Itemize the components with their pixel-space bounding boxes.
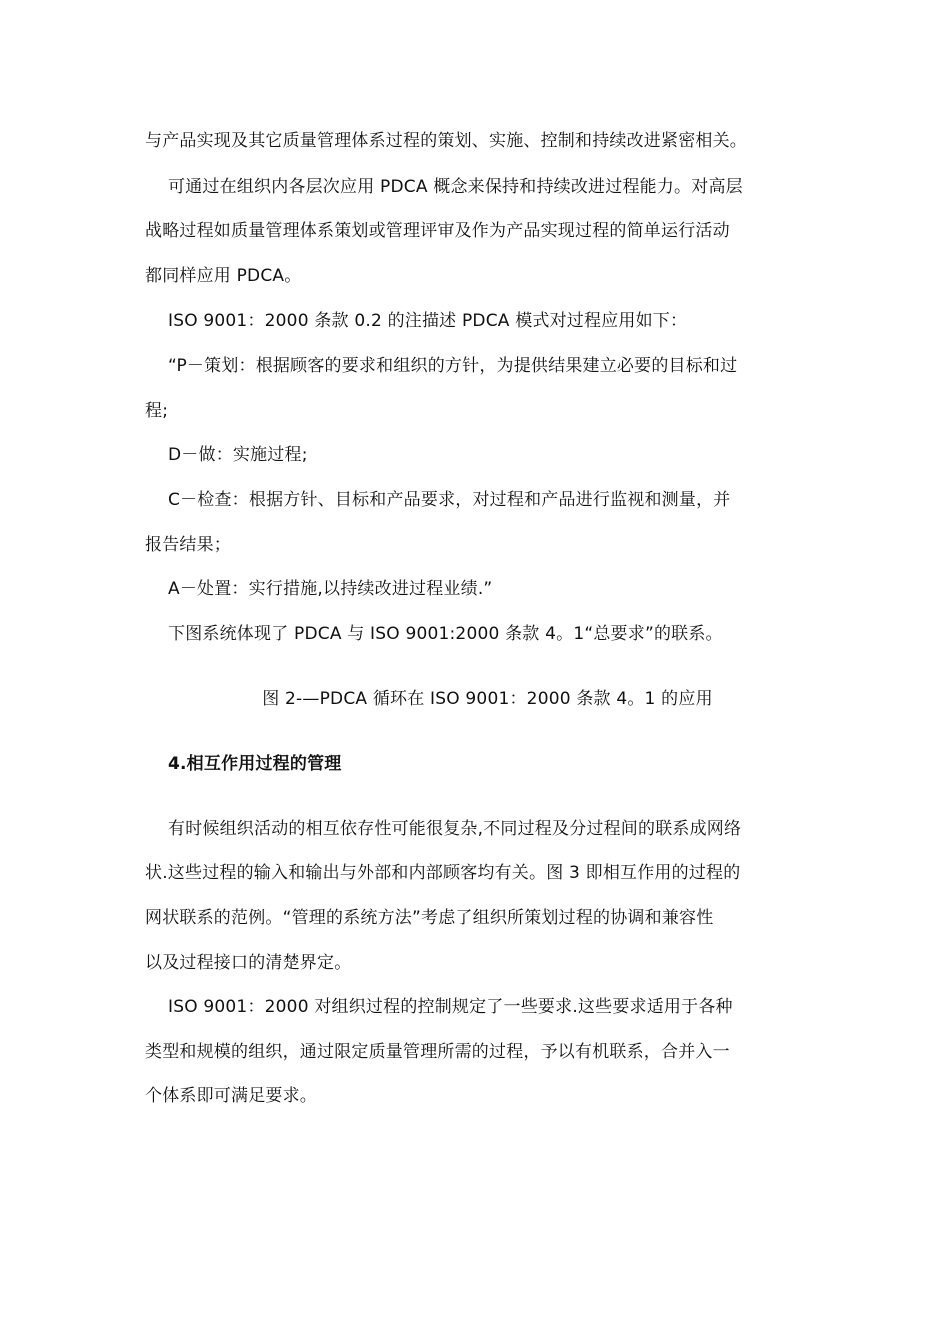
paragraph-line: 下图系统体现了 PDCA 与 ISO 9001:2000 条款 4。1“总要求”的联系。 (168, 624, 723, 644)
figure-caption: 图 2-—PDCA 循环在 ISO 9001：2000 条款 4。1 的应用 (262, 689, 713, 709)
paragraph-line: 都同样应用 PDCA。 (145, 266, 302, 286)
paragraph-line: A－处置：实行措施,以持续改进过程业绩.” (168, 579, 493, 599)
paragraph-line: C－检查：根据方针、目标和产品要求，对过程和产品进行监视和测量，并 (168, 490, 731, 510)
paragraph-line: D－做：实施过程; (168, 445, 308, 465)
paragraph-line: 个体系即可满足要求。 (145, 1086, 317, 1106)
paragraph-line: 可通过在组织内各层次应用 PDCA 概念来保持和持续改进过程能力。对高层 (168, 177, 743, 197)
paragraph-line: 状.这些过程的输入和输出与外部和内部顾客均有关。图 3 即相互作用的过程的 (145, 863, 741, 883)
paragraph-line: “P－策划：根据顾客的要求和组织的方针，为提供结果建立必要的目标和过 (168, 356, 738, 376)
paragraph-line: 报告结果； (145, 535, 231, 555)
paragraph-line: 类型和规模的组织，通过限定质量管理所需的过程，予以有机联系，合并入一 (145, 1042, 730, 1062)
paragraph-line: 与产品实现及其它质量管理体系过程的策划、实施、控制和持续改进紧密相关。 (145, 131, 747, 151)
paragraph-line: ISO 9001：2000 对组织过程的控制规定了一些要求.这些要求适用于各种 (168, 997, 733, 1017)
paragraph-line: 网状联系的范例。“管理的系统方法”考虑了组织所策划过程的协调和兼容性 (145, 908, 714, 928)
paragraph-line: ISO 9001：2000 条款 0.2 的注描述 PDCA 模式对过程应用如下： (168, 311, 688, 331)
paragraph-line: 程; (145, 401, 169, 421)
paragraph-line: 战略过程如质量管理体系策划或管理评审及作为产品实现过程的简单运行活动 (145, 221, 730, 241)
paragraph-line: 以及过程接口的清楚界定。 (145, 953, 352, 973)
paragraph-line: 有时候组织活动的相互依存性可能很复杂,不同过程及分过程间的联系成网络 (168, 819, 742, 839)
section-heading: 4.相互作用过程的管理 (168, 754, 342, 774)
